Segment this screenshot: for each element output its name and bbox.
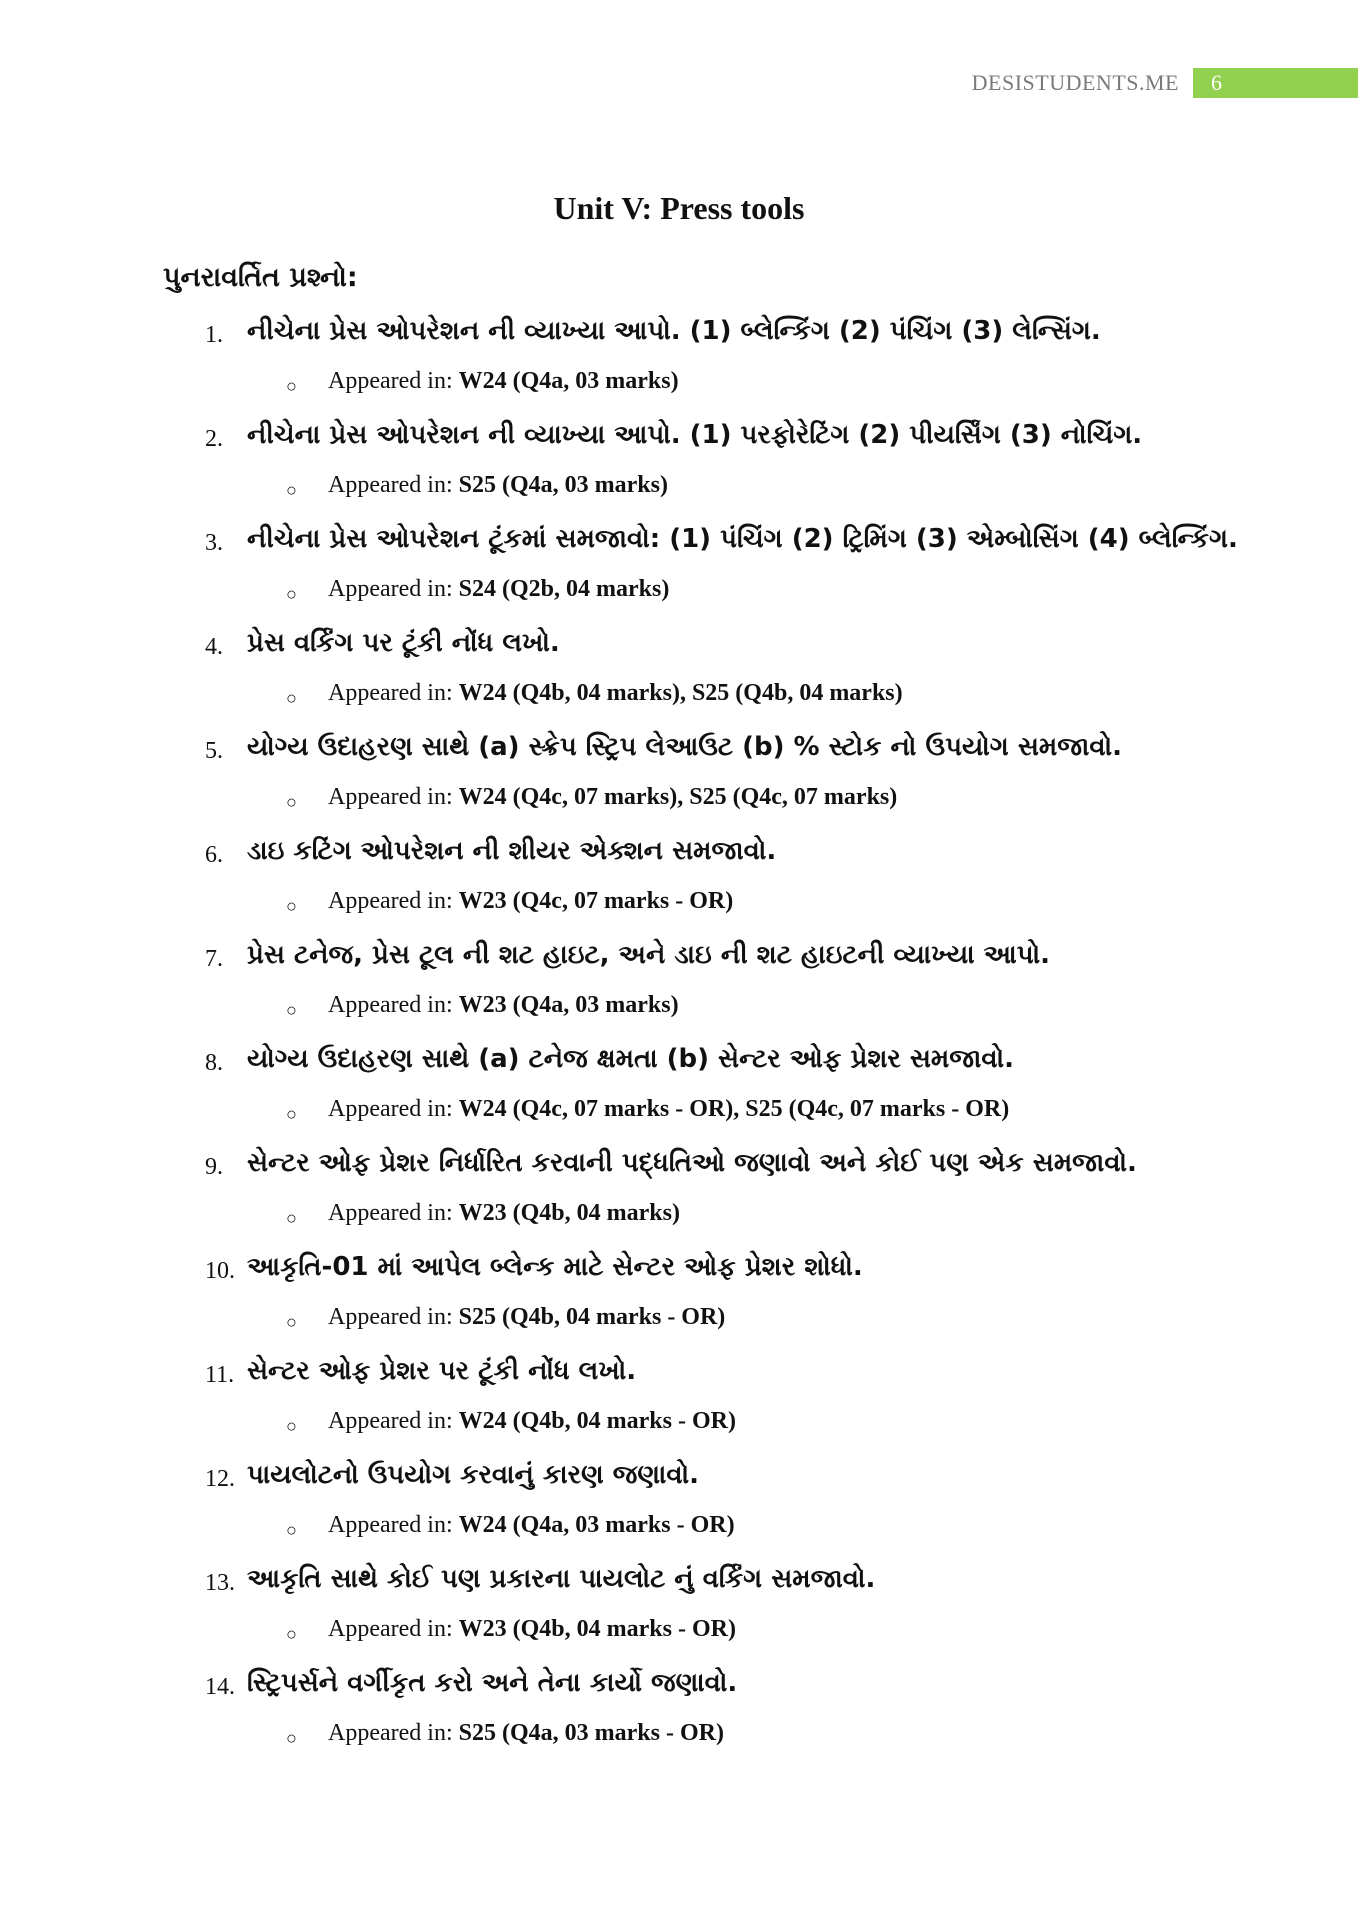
question-item	[0, 620, 1358, 724]
question-number: 4.	[205, 634, 223, 660]
appeared-in-line	[328, 1512, 735, 1539]
appeared-in-line	[328, 576, 669, 603]
appeared-value: W24 (Q4b, 04 marks - OR)	[458, 1408, 736, 1434]
question-number: 1.	[205, 322, 223, 348]
appeared-label: Appeared in:	[328, 1304, 453, 1330]
page-number-box	[1193, 68, 1358, 98]
question-item	[0, 828, 1358, 932]
page-header	[972, 68, 1358, 98]
question-item	[0, 308, 1358, 412]
question-number: 8.	[205, 1050, 223, 1076]
unit-title: Unit V: Press tools	[553, 190, 805, 226]
circle-bullet-icon: ○	[286, 1104, 297, 1124]
question-text: આકૃતિ સાથે કોઈ પણ પ્રકારના પાયલોટ નું વર્કિંગ સમજાવો.	[247, 1564, 876, 1594]
appeared-value: S25 (Q4a, 03 marks)	[458, 472, 668, 498]
circle-bullet-icon: ○	[286, 1312, 297, 1332]
question-text: નીચેના પ્રેસ ઓપરેશન ની વ્યાખ્યા આપો. (1) પરફોરેટિંગ (2) પીયર્સિંગ (3) નોચિંગ.	[247, 420, 1143, 450]
question-list	[0, 308, 1358, 1764]
question-text: યોગ્ય ઉદાહરણ સાથે (a) ટનેજ ક્ષમતા (b) સેન્ટર ઓફ પ્રેશર સમજાવો.	[247, 1044, 1015, 1074]
appeared-value: W24 (Q4c, 07 marks - OR), S25 (Q4c, 07 marks - OR)	[458, 1096, 1010, 1122]
appeared-value: W23 (Q4c, 07 marks - OR)	[458, 888, 734, 914]
circle-bullet-icon: ○	[286, 792, 297, 812]
appeared-label: Appeared in:	[328, 1096, 453, 1122]
appeared-label: Appeared in:	[328, 1720, 453, 1746]
appeared-value: W24 (Q4a, 03 marks - OR)	[458, 1512, 735, 1538]
circle-bullet-icon: ○	[286, 1000, 297, 1020]
appeared-in-line	[328, 1408, 736, 1435]
question-text: સેન્ટર ઓફ પ્રેશર પર ટૂંકી નોંધ લખો.	[247, 1356, 637, 1386]
question-number: 6.	[205, 842, 223, 868]
appeared-label: Appeared in:	[328, 680, 453, 706]
appeared-in-line	[328, 1720, 724, 1747]
appeared-in-line	[328, 1200, 680, 1227]
appeared-label: Appeared in:	[328, 992, 453, 1018]
circle-bullet-icon: ○	[286, 584, 297, 604]
question-text: આકૃતિ-01 માં આપેલ બ્લેન્ક માટે સેન્ટર ઓફ પ્રેશર શોધો.	[247, 1252, 863, 1282]
question-text: નીચેના પ્રેસ ઓપરેશન ની વ્યાખ્યા આપો. (1) બ્લેન્કિંગ (2) પંચિંગ (3) લેન્સિંગ.	[247, 316, 1101, 346]
page-number: 6	[1211, 70, 1222, 95]
question-text: પ્રેસ ટનેજ, પ્રેસ ટૂલ ની શટ હાઇટ, અને ડાઇ ની શટ હાઇટની વ્યાખ્યા આપો.	[247, 940, 1050, 970]
question-number: 12.	[205, 1466, 235, 1492]
appeared-value: S24 (Q2b, 04 marks)	[458, 576, 670, 602]
question-item	[0, 1036, 1358, 1140]
appeared-in-line	[328, 992, 679, 1019]
appeared-in-line	[328, 1304, 725, 1331]
section-heading: પુનરાવર્તિત પ્રશ્નો:	[163, 262, 358, 293]
question-item	[0, 1244, 1358, 1348]
appeared-in-line	[328, 368, 679, 395]
appeared-label: Appeared in:	[328, 1616, 453, 1642]
circle-bullet-icon: ○	[286, 896, 297, 916]
question-text: યોગ્ય ઉદાહરણ સાથે (a) સ્ક્રેપ સ્ટ્રિપ લેઆઉટ (b) % સ્ટોક નો ઉપયોગ સમજાવો.	[247, 732, 1122, 762]
question-number: 3.	[205, 530, 223, 556]
question-item	[0, 516, 1358, 620]
appeared-in-line	[328, 680, 903, 707]
appeared-label: Appeared in:	[328, 784, 453, 810]
circle-bullet-icon: ○	[286, 1728, 297, 1748]
circle-bullet-icon: ○	[286, 480, 297, 500]
question-text: પાયલોટનો ઉપયોગ કરવાનું કારણ જણાવો.	[247, 1460, 699, 1490]
question-item	[0, 1348, 1358, 1452]
question-number: 9.	[205, 1154, 223, 1180]
question-number: 13.	[205, 1570, 235, 1596]
appeared-value: S25 (Q4b, 04 marks - OR)	[458, 1304, 726, 1330]
circle-bullet-icon: ○	[286, 1208, 297, 1228]
question-item	[0, 1140, 1358, 1244]
question-text: સ્ટ્રિપર્સને વર્ગીકૃત કરો અને તેના કાર્યો જણાવો.	[247, 1668, 738, 1698]
appeared-label: Appeared in:	[328, 472, 453, 498]
appeared-label: Appeared in:	[328, 1408, 453, 1434]
circle-bullet-icon: ○	[286, 688, 297, 708]
question-number: 2.	[205, 426, 223, 452]
question-item	[0, 412, 1358, 516]
appeared-value: W24 (Q4c, 07 marks), S25 (Q4c, 07 marks)	[458, 784, 898, 810]
question-item	[0, 932, 1358, 1036]
appeared-value: W23 (Q4b, 04 marks)	[458, 1200, 680, 1226]
appeared-label: Appeared in:	[328, 1200, 453, 1226]
question-item	[0, 724, 1358, 828]
question-number: 14.	[205, 1674, 235, 1700]
appeared-in-line	[328, 1616, 736, 1643]
question-item	[0, 1452, 1358, 1556]
circle-bullet-icon: ○	[286, 1520, 297, 1540]
circle-bullet-icon: ○	[286, 1416, 297, 1436]
circle-bullet-icon: ○	[286, 376, 297, 396]
appeared-label: Appeared in:	[328, 1512, 453, 1538]
question-item	[0, 1660, 1358, 1764]
appeared-value: W23 (Q4b, 04 marks - OR)	[458, 1616, 736, 1642]
appeared-in-line	[328, 784, 897, 811]
appeared-in-line	[328, 888, 733, 915]
question-text: નીચેના પ્રેસ ઓપરેશન ટૂંકમાં સમજાવો: (1) પંચિંગ (2) ટ્રિમિંગ (3) એમ્બોસિંગ (4) બ્લેન્કિંગ.	[247, 524, 1238, 554]
appeared-value: W24 (Q4b, 04 marks), S25 (Q4b, 04 marks)	[458, 680, 903, 706]
appeared-value: W24 (Q4a, 03 marks)	[458, 368, 679, 394]
question-item	[0, 1556, 1358, 1660]
question-text: સેન્ટર ઓફ પ્રેશર નિર્ધારિત કરવાની પદ્ધતિઓ જણાવો અને કોઈ પણ એક સમજાવો.	[247, 1148, 1137, 1178]
question-number: 7.	[205, 946, 223, 972]
appeared-label: Appeared in:	[328, 888, 453, 914]
appeared-value: S25 (Q4a, 03 marks - OR)	[458, 1720, 724, 1746]
question-number: 5.	[205, 738, 223, 764]
question-text: ડાઇ કટિંગ ઓપરેશન ની શીયર એક્શન સમજાવો.	[247, 836, 777, 866]
appeared-in-line	[328, 472, 668, 499]
appeared-label: Appeared in:	[328, 576, 453, 602]
circle-bullet-icon: ○	[286, 1624, 297, 1644]
question-text: પ્રેસ વર્કિંગ પર ટૂંકી નોંધ લખો.	[247, 628, 560, 658]
question-number: 11.	[205, 1362, 235, 1388]
appeared-label: Appeared in:	[328, 368, 453, 394]
appeared-in-line	[328, 1096, 1009, 1123]
site-name: DESISTUDENTS.ME	[971, 70, 1179, 95]
appeared-value: W23 (Q4a, 03 marks)	[458, 992, 679, 1018]
question-number: 10.	[205, 1258, 235, 1284]
